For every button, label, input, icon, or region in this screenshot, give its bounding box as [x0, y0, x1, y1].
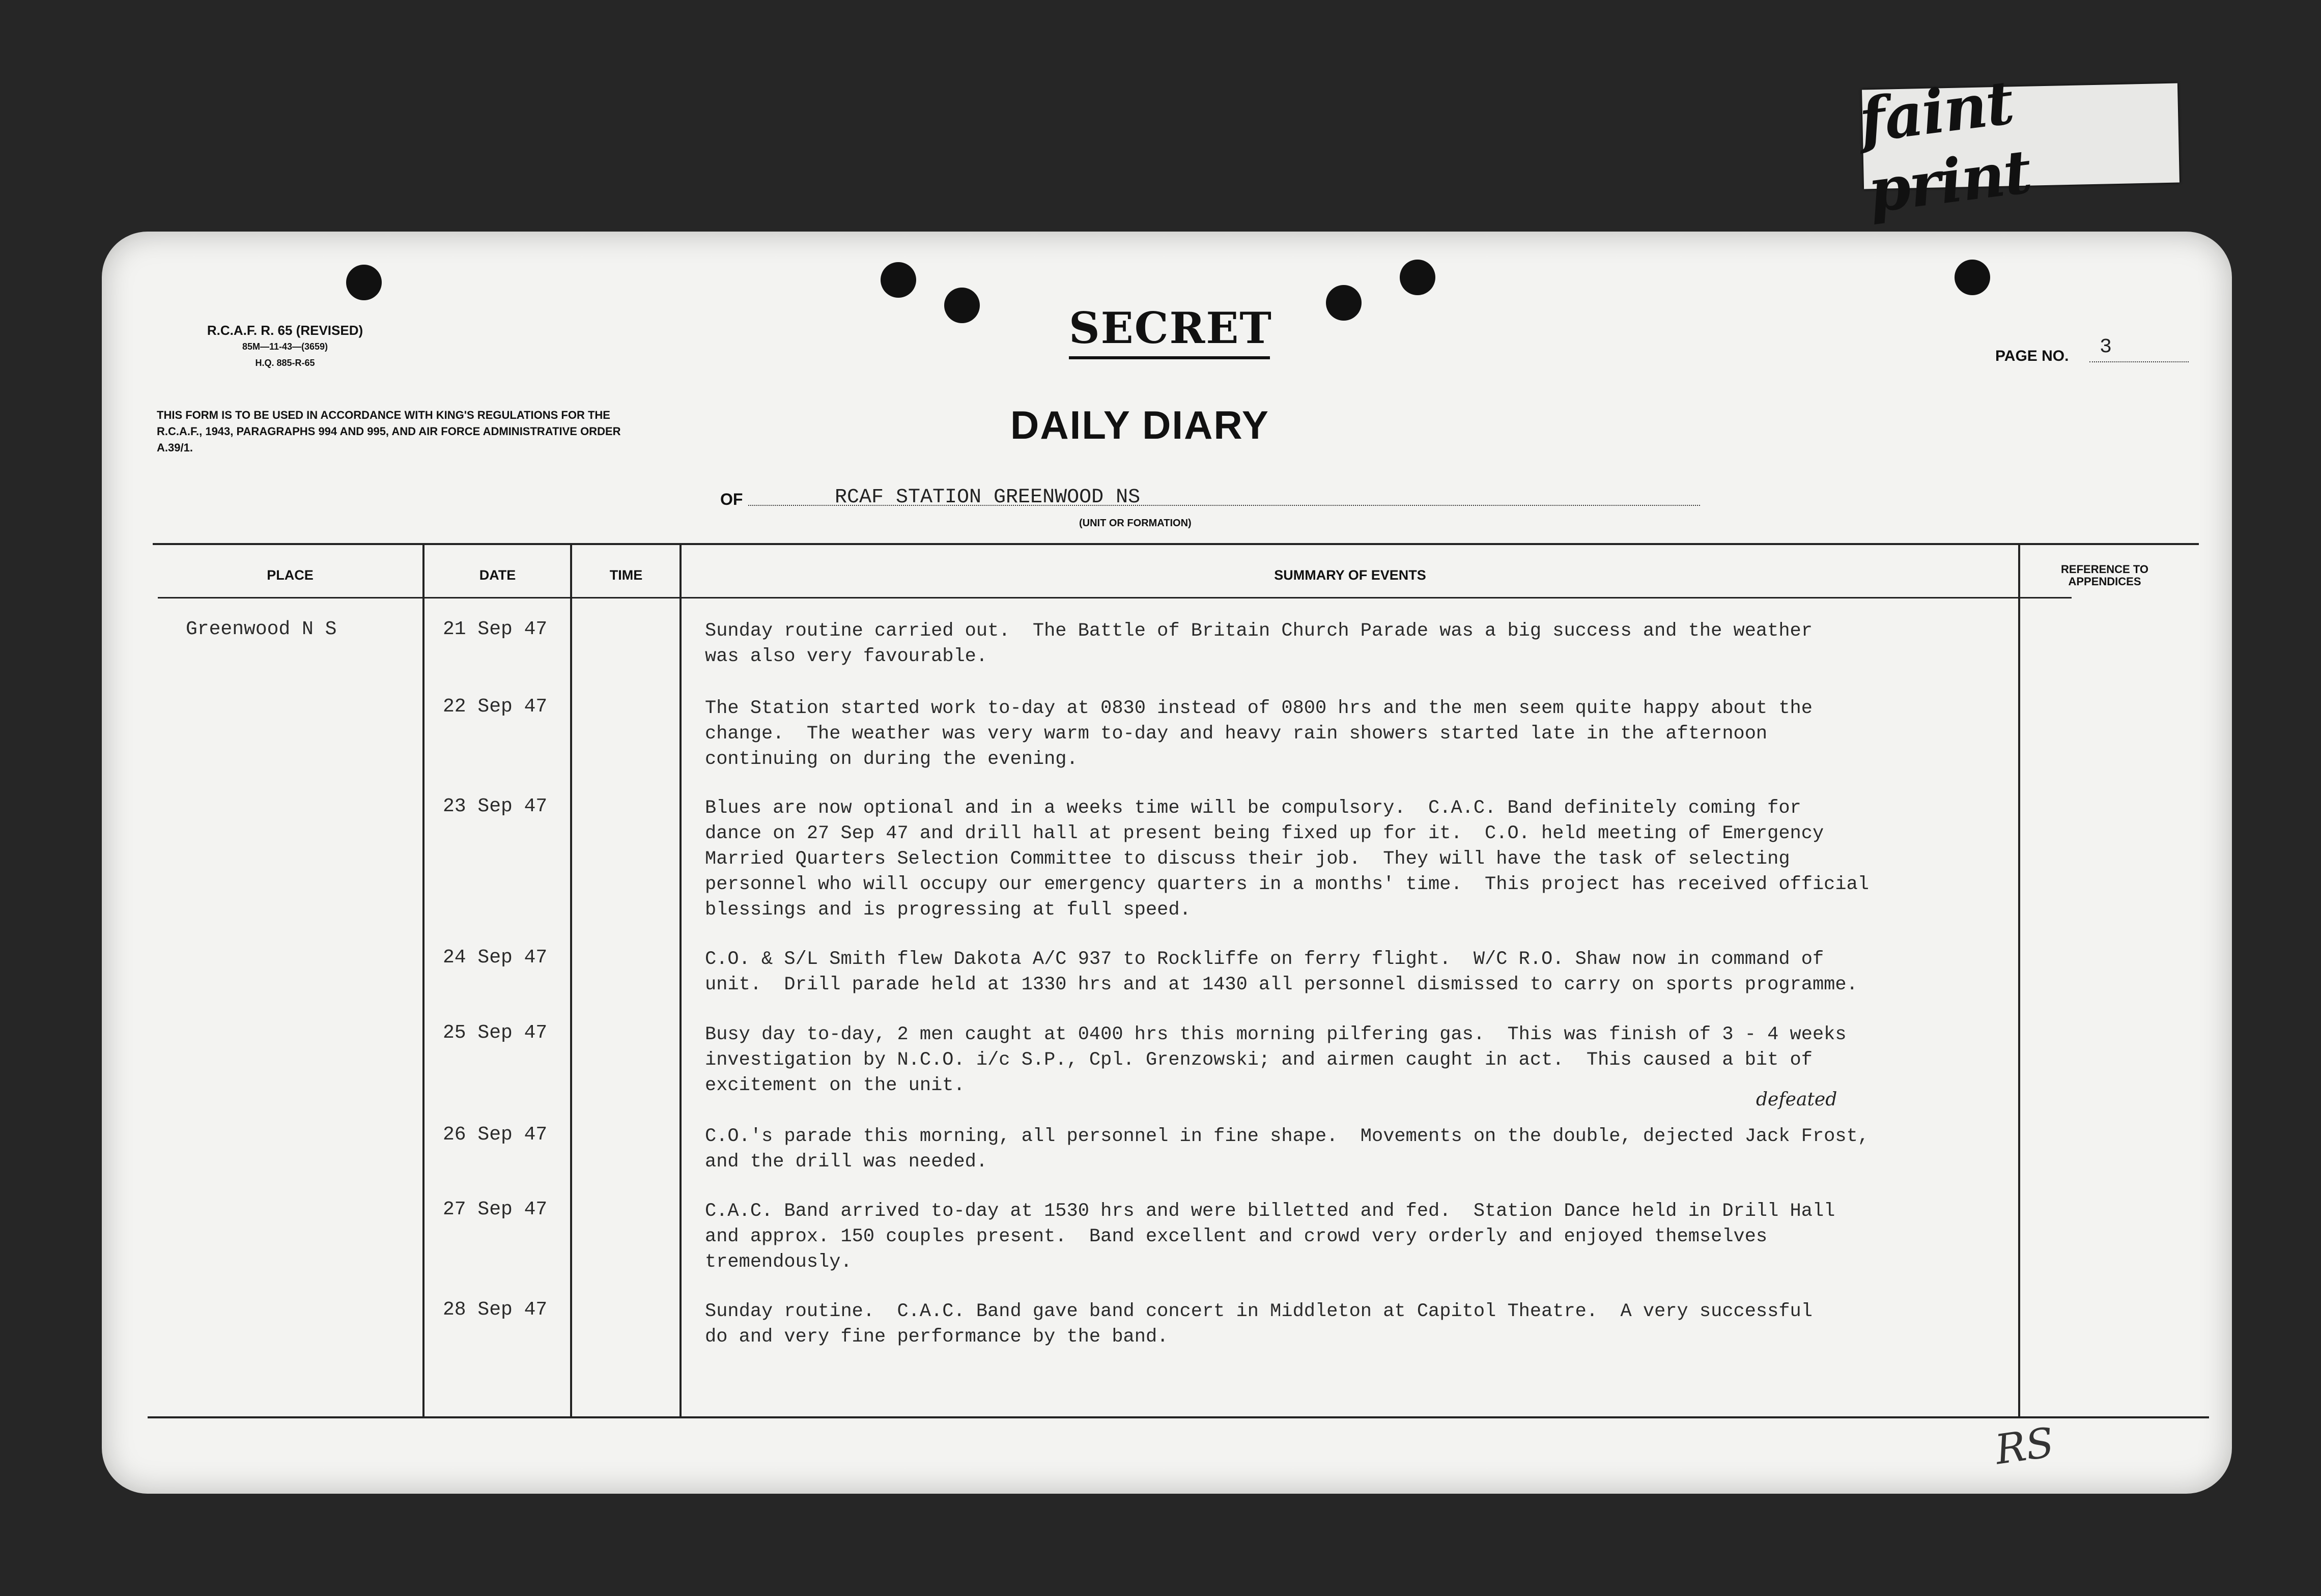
diary-sheet — [102, 232, 2232, 1494]
entry-summary: C.O. & S/L Smith flew Dakota A/C 937 to Rockliffe on ferry flight. W/C R.O. Shaw now in command of unit. Drill parade held at 1330 hrs and at 1430 all personnel dismissed to carry on sports programme. — [705, 949, 1858, 995]
column-divider — [570, 545, 572, 1417]
column-header-reference: REFERENCE TO APPENDICES — [2061, 563, 2148, 588]
entry-date: 23 Sep 47 — [443, 795, 548, 817]
punch-hole — [1955, 260, 1990, 295]
page-number-value: 3 — [2100, 336, 2112, 359]
punch-hole — [346, 265, 382, 300]
entry-date: 21 Sep 47 — [443, 618, 548, 640]
punch-hole — [1326, 285, 1362, 321]
unit-caption: (UNIT OR FORMATION) — [1079, 518, 1192, 529]
entry-summary: The Station started work to-day at 0830 instead of 0800 hrs and the men seem quite happy about the change. The weather was very warm to-day and heavy rain showers started late in the afternoon continuing on during the evening. — [705, 698, 1813, 770]
column-header-place: PLACE — [267, 567, 314, 583]
entry-date: 27 Sep 47 — [443, 1199, 548, 1220]
unit-label: OF — [720, 490, 743, 508]
form-title: DAILY DIARY — [1010, 403, 1269, 447]
table-top-rule — [153, 543, 2199, 545]
page-number-label: PAGE NO. — [1995, 348, 2069, 364]
form-number: R.C.A.F. R. 65 (REVISED) 85M—11-43—(3659) H.Q. 885-R-65 — [207, 323, 363, 368]
entry-summary: C.O.'s parade this morning, all personnel in fine shape. Movements on the double, dejected Jack Frost, and the drill was needed. — [705, 1126, 1869, 1173]
entry-date: 28 Sep 47 — [443, 1299, 548, 1321]
column-header-date: DATE — [479, 567, 516, 583]
regulations-note: THIS FORM IS TO BE USED IN ACCORDANCE WITH KING'S REGULATIONS FOR THE R.C.A.F., 1943, PARAGRAPHS 994 AND 995, AND AIR FORCE ADMINISTRATIVE ORDER A.39/1. — [157, 409, 621, 454]
entry-date: 22 Sep 47 — [443, 696, 548, 718]
page-number-line — [2089, 361, 2189, 362]
unit-value: RCAF STATION GREENWOOD NS — [835, 486, 1141, 509]
entry-date: 24 Sep 47 — [443, 947, 548, 968]
entry-summary: Busy day to-day, 2 men caught at 0400 hrs this morning pilfering gas. This was finish of 3 - 4 weeks investigation by N.C.O. i/c S.P., Cpl. Grenzowski; and airmen caught in act. This caused a bit of excitement on the unit. — [705, 1024, 1847, 1096]
entry-date: 25 Sep 47 — [443, 1022, 548, 1044]
handwritten-correction: defeated — [1756, 1089, 1837, 1110]
punch-hole — [881, 262, 916, 298]
column-divider — [680, 545, 682, 1417]
classification-heading: SECRET — [1069, 303, 1272, 353]
entry-summary: C.A.C. Band arrived to-day at 1530 hrs and were billetted and fed. Station Dance held in Drill Hall and approx. 150 couples present. Band excellent and crowd very orderly and enjoyed themselves tremendously. — [705, 1201, 1835, 1273]
table-bottom-rule — [148, 1416, 2209, 1418]
punch-hole — [1400, 260, 1435, 295]
table-header-rule — [158, 597, 2072, 598]
entry-summary: Sunday routine. C.A.C. Band gave band concert in Middleton at Capitol Theatre. A very successful do and very fine performance by the band. — [705, 1301, 1813, 1348]
column-header-summary: SUMMARY OF EVENTS — [1274, 567, 1426, 583]
column-header-time: TIME — [609, 567, 643, 583]
entry-place: Greenwood N S — [186, 618, 337, 640]
handwritten-initials: RS — [1992, 1418, 2057, 1474]
entry-summary: Blues are now optional and in a weeks time will be compulsory. C.A.C. Band definitely coming for dance on 27 Sep 47 and drill hall at present being fixed up for it. C.O. held meeting of Emergency Married Quarters Selection Committee to discuss their job. They will have the task of selecting personnel who will occupy our emergency quarters in a months' time. This project has received official blessings and is progressing at full speed. — [705, 797, 1869, 921]
classification-underline — [1069, 356, 1270, 359]
entry-date: 26 Sep 47 — [443, 1124, 548, 1146]
column-divider — [422, 545, 424, 1417]
faint-print-stamp — [1855, 66, 2180, 226]
entry-summary: Sunday routine carried out. The Battle of Britain Church Parade was a big success and the weather was also very favourable. — [705, 620, 1813, 667]
stamp-text: faint print — [1855, 66, 2035, 226]
punch-hole — [944, 288, 980, 323]
